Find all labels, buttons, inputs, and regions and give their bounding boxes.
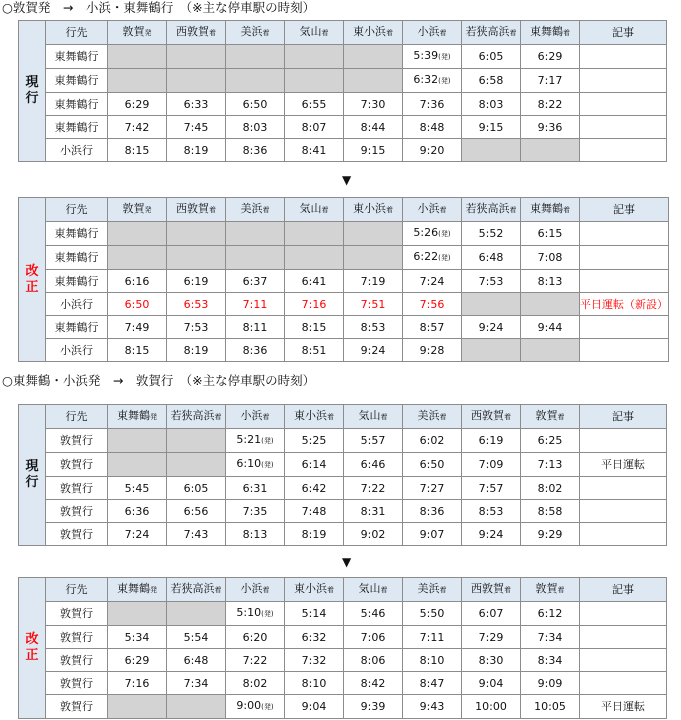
time-cell	[344, 246, 403, 270]
time-cell: 7:09	[462, 453, 521, 477]
time-cell: 8:15	[108, 339, 167, 362]
time-cell: 9:44	[521, 316, 580, 339]
time-cell: 8:34	[521, 649, 580, 672]
column-header: 東舞鶴着	[521, 198, 580, 222]
table-row	[19, 695, 667, 719]
table-row	[19, 339, 669, 362]
destination-cell: 敦賀行	[46, 429, 108, 453]
time-cell: 5:26(発)	[403, 222, 462, 246]
time-cell: 8:51	[285, 339, 344, 362]
column-header: 東小浜着	[285, 405, 344, 429]
memo-cell	[580, 93, 667, 116]
time-cell: 9:24	[344, 339, 403, 362]
table-header-row	[19, 21, 667, 45]
time-cell	[167, 429, 226, 453]
time-cell: 7:36	[403, 93, 462, 116]
time-cell: 6:05	[462, 45, 521, 69]
time-cell: 7:11	[226, 293, 285, 316]
time-cell: 7:08	[521, 246, 580, 270]
column-header: 若狭高浜着	[167, 578, 226, 602]
time-cell: 7:06	[344, 626, 403, 649]
time-cell: 5:21(発)	[226, 429, 285, 453]
time-cell: 9:29	[521, 523, 580, 546]
column-header: 気山着	[285, 21, 344, 45]
timetable-status-label: 改 正	[19, 198, 46, 362]
time-cell: 6:05	[167, 477, 226, 500]
column-header: 東小浜着	[285, 578, 344, 602]
column-header: 若狭高浜着	[167, 405, 226, 429]
column-header: 記事	[580, 578, 667, 602]
time-cell: 8:57	[403, 316, 462, 339]
time-cell	[108, 69, 167, 93]
destination-cell: 東舞鶴行	[46, 246, 108, 270]
time-cell: 9:04	[462, 672, 521, 695]
destination-cell: 敦賀行	[46, 523, 108, 546]
time-cell: 9:20	[403, 139, 462, 162]
time-cell	[462, 139, 521, 162]
time-cell: 9:15	[462, 116, 521, 139]
timetable	[18, 197, 669, 362]
table-header-row	[19, 198, 669, 222]
time-cell: 6:22(発)	[403, 246, 462, 270]
destination-cell: 敦賀行	[46, 453, 108, 477]
time-cell: 5:54	[167, 626, 226, 649]
time-cell	[344, 69, 403, 93]
column-header: 小浜着	[403, 21, 462, 45]
destination-cell: 敦賀行	[46, 672, 108, 695]
time-cell: 6:53	[167, 293, 226, 316]
time-cell: 6:56	[167, 500, 226, 523]
timetable	[18, 404, 667, 546]
time-cell	[167, 222, 226, 246]
table-row	[19, 69, 667, 93]
time-cell: 7:34	[521, 626, 580, 649]
memo-cell	[580, 477, 667, 500]
memo-cell: 平日運転	[580, 695, 667, 719]
time-cell: 8:10	[285, 672, 344, 695]
destination-cell: 東舞鶴行	[46, 270, 108, 293]
table-row	[19, 270, 669, 293]
time-cell: 8:47	[403, 672, 462, 695]
time-cell	[108, 45, 167, 69]
time-cell: 6:20	[226, 626, 285, 649]
time-cell: 9:24	[462, 316, 521, 339]
time-cell: 9:15	[344, 139, 403, 162]
time-cell: 6:16	[108, 270, 167, 293]
column-header: 敦賀着	[521, 578, 580, 602]
time-cell: 8:36	[403, 500, 462, 523]
time-cell: 6:46	[344, 453, 403, 477]
time-cell: 7:30	[344, 93, 403, 116]
destination-cell: 敦賀行	[46, 626, 108, 649]
column-header: 敦賀着	[521, 405, 580, 429]
time-cell: 9:07	[403, 523, 462, 546]
time-cell: 6:33	[167, 93, 226, 116]
time-cell: 6:29	[108, 649, 167, 672]
time-cell: 6:31	[226, 477, 285, 500]
column-header: 西敦賀着	[462, 578, 521, 602]
column-header: 小浜着	[226, 405, 285, 429]
column-header: 東舞鶴着	[521, 21, 580, 45]
table-row	[19, 316, 669, 339]
time-cell: 9:24	[462, 523, 521, 546]
time-cell: 9:43	[403, 695, 462, 719]
time-cell: 7:16	[108, 672, 167, 695]
time-cell	[108, 429, 167, 453]
table-row	[19, 116, 667, 139]
time-cell: 7:51	[344, 293, 403, 316]
memo-cell: 平日運転（新設）	[580, 293, 669, 316]
time-cell: 7:17	[521, 69, 580, 93]
time-cell: 6:32(発)	[403, 69, 462, 93]
time-cell: 8:19	[167, 339, 226, 362]
time-cell	[521, 139, 580, 162]
time-cell: 5:45	[108, 477, 167, 500]
time-cell: 7:53	[167, 316, 226, 339]
time-cell: 6:37	[226, 270, 285, 293]
time-cell: 6:50	[403, 453, 462, 477]
time-cell: 9:39	[344, 695, 403, 719]
table-row	[19, 626, 667, 649]
time-cell: 6:50	[108, 293, 167, 316]
time-cell: 8:48	[403, 116, 462, 139]
section-title-inbound: ○東舞鶴・小浜発 → 敦賀行 （※主な停車駅の時刻）	[2, 373, 316, 388]
time-cell	[167, 695, 226, 719]
time-cell: 6:14	[285, 453, 344, 477]
time-cell: 7:57	[462, 477, 521, 500]
time-cell: 8:31	[344, 500, 403, 523]
time-cell: 8:06	[344, 649, 403, 672]
timetable	[18, 20, 667, 162]
table-row	[19, 139, 667, 162]
column-header: 気山着	[344, 405, 403, 429]
destination-cell: 小浜行	[46, 293, 108, 316]
time-cell: 8:36	[226, 339, 285, 362]
time-cell: 8:42	[344, 672, 403, 695]
timetable	[18, 577, 667, 719]
time-cell	[285, 222, 344, 246]
column-header: 東舞鶴発	[108, 578, 167, 602]
time-cell: 6:48	[462, 246, 521, 270]
time-cell	[108, 453, 167, 477]
column-header: 若狭高浜着	[462, 21, 521, 45]
table-row	[19, 523, 667, 546]
time-cell: 7:43	[167, 523, 226, 546]
time-cell: 6:19	[462, 429, 521, 453]
table-row	[19, 293, 669, 316]
time-cell: 6:36	[108, 500, 167, 523]
table-row	[19, 477, 667, 500]
column-header: 記事	[580, 198, 669, 222]
time-cell: 5:14	[285, 602, 344, 626]
time-cell	[108, 602, 167, 626]
column-header: 記事	[580, 21, 667, 45]
table-row	[19, 222, 669, 246]
down-arrow-icon: ▼	[342, 555, 352, 569]
time-cell	[285, 246, 344, 270]
time-cell: 7:29	[462, 626, 521, 649]
time-cell: 7:22	[344, 477, 403, 500]
time-cell: 8:11	[226, 316, 285, 339]
column-header: 西敦賀着	[167, 198, 226, 222]
time-cell: 8:19	[167, 139, 226, 162]
table-row	[19, 453, 667, 477]
memo-cell	[580, 139, 667, 162]
column-header: 美浜着	[403, 578, 462, 602]
time-cell: 8:22	[521, 93, 580, 116]
time-cell: 8:03	[226, 116, 285, 139]
time-cell: 7:13	[521, 453, 580, 477]
time-cell	[167, 246, 226, 270]
table-row	[19, 649, 667, 672]
section-title-outbound: ○敦賀発 → 小浜・東舞鶴行 （※主な停車駅の時刻）	[2, 0, 316, 15]
time-cell	[521, 293, 580, 316]
column-header: 行先	[46, 405, 108, 429]
time-cell: 6:50	[226, 93, 285, 116]
time-cell: 6:41	[285, 270, 344, 293]
column-header: 若狭高浜着	[462, 198, 521, 222]
destination-cell: 東舞鶴行	[46, 45, 108, 69]
table-header-row	[19, 405, 667, 429]
time-cell	[108, 695, 167, 719]
time-cell: 5:52	[462, 222, 521, 246]
time-cell: 7:53	[462, 270, 521, 293]
time-cell: 7:45	[167, 116, 226, 139]
time-cell: 7:24	[403, 270, 462, 293]
time-cell: 7:16	[285, 293, 344, 316]
time-cell	[521, 339, 580, 362]
time-cell: 6:02	[403, 429, 462, 453]
column-header: 美浜着	[226, 198, 285, 222]
time-cell: 7:19	[344, 270, 403, 293]
table-row	[19, 93, 667, 116]
time-cell: 6:07	[462, 602, 521, 626]
memo-cell	[580, 69, 667, 93]
time-cell	[108, 222, 167, 246]
destination-cell: 敦賀行	[46, 500, 108, 523]
time-cell: 6:42	[285, 477, 344, 500]
destination-cell: 小浜行	[46, 139, 108, 162]
time-cell	[167, 602, 226, 626]
column-header: 東舞鶴発	[108, 405, 167, 429]
time-cell: 6:19	[167, 270, 226, 293]
destination-cell: 東舞鶴行	[46, 316, 108, 339]
down-arrow-icon: ▼	[342, 173, 352, 187]
column-header: 敦賀発	[108, 198, 167, 222]
destination-cell: 東舞鶴行	[46, 116, 108, 139]
time-cell: 7:27	[403, 477, 462, 500]
time-cell: 6:10(発)	[226, 453, 285, 477]
time-cell: 9:04	[285, 695, 344, 719]
memo-cell	[580, 222, 669, 246]
time-cell: 8:19	[285, 523, 344, 546]
time-cell: 8:58	[521, 500, 580, 523]
table-row	[19, 45, 667, 69]
column-header: 行先	[46, 198, 108, 222]
time-cell: 5:34	[108, 626, 167, 649]
time-cell: 9:36	[521, 116, 580, 139]
column-header: 美浜着	[226, 21, 285, 45]
time-cell: 9:02	[344, 523, 403, 546]
table-row	[19, 429, 667, 453]
time-cell	[226, 246, 285, 270]
time-cell: 10:00	[462, 695, 521, 719]
memo-cell: 平日運転	[580, 453, 667, 477]
time-cell: 7:24	[108, 523, 167, 546]
time-cell: 8:41	[285, 139, 344, 162]
time-cell	[462, 339, 521, 362]
table-row	[19, 246, 669, 270]
memo-cell	[580, 270, 669, 293]
time-cell	[344, 45, 403, 69]
memo-cell	[580, 45, 667, 69]
table-row	[19, 672, 667, 695]
time-cell	[226, 45, 285, 69]
time-cell: 7:35	[226, 500, 285, 523]
destination-cell: 敦賀行	[46, 649, 108, 672]
memo-cell	[580, 316, 669, 339]
time-cell: 7:49	[108, 316, 167, 339]
time-cell: 7:56	[403, 293, 462, 316]
time-cell: 6:29	[521, 45, 580, 69]
time-cell	[167, 45, 226, 69]
table-row	[19, 602, 667, 626]
time-cell: 8:44	[344, 116, 403, 139]
memo-cell	[580, 429, 667, 453]
time-cell: 5:25	[285, 429, 344, 453]
column-header: 美浜着	[403, 405, 462, 429]
time-cell: 7:34	[167, 672, 226, 695]
destination-cell: 東舞鶴行	[46, 69, 108, 93]
time-cell: 8:30	[462, 649, 521, 672]
column-header: 記事	[580, 405, 667, 429]
time-cell: 9:28	[403, 339, 462, 362]
memo-cell	[580, 246, 669, 270]
column-header: 敦賀発	[108, 21, 167, 45]
time-cell	[285, 45, 344, 69]
destination-cell: 東舞鶴行	[46, 93, 108, 116]
memo-cell	[580, 672, 667, 695]
time-cell: 7:32	[285, 649, 344, 672]
memo-cell	[580, 116, 667, 139]
time-cell	[108, 246, 167, 270]
memo-cell	[580, 523, 667, 546]
destination-cell: 敦賀行	[46, 477, 108, 500]
time-cell: 5:10(発)	[226, 602, 285, 626]
time-cell: 8:53	[344, 316, 403, 339]
column-header: 小浜着	[403, 198, 462, 222]
memo-cell	[580, 602, 667, 626]
time-cell: 8:13	[226, 523, 285, 546]
column-header: 行先	[46, 578, 108, 602]
time-cell	[462, 293, 521, 316]
memo-cell	[580, 649, 667, 672]
time-cell	[285, 69, 344, 93]
time-cell: 8:02	[226, 672, 285, 695]
time-cell: 6:55	[285, 93, 344, 116]
destination-cell: 東舞鶴行	[46, 222, 108, 246]
time-cell	[167, 69, 226, 93]
column-header: 東小浜着	[344, 21, 403, 45]
time-cell	[226, 222, 285, 246]
time-cell: 7:48	[285, 500, 344, 523]
time-cell: 6:15	[521, 222, 580, 246]
column-header: 気山着	[344, 578, 403, 602]
time-cell: 5:46	[344, 602, 403, 626]
destination-cell: 敦賀行	[46, 695, 108, 719]
time-cell: 7:22	[226, 649, 285, 672]
column-header: 西敦賀着	[167, 21, 226, 45]
time-cell: 8:10	[403, 649, 462, 672]
time-cell	[226, 69, 285, 93]
timetable-status-label: 現 行	[19, 21, 46, 162]
column-header: 気山着	[285, 198, 344, 222]
time-cell	[167, 453, 226, 477]
column-header: 西敦賀着	[462, 405, 521, 429]
time-cell: 8:13	[521, 270, 580, 293]
time-cell	[344, 222, 403, 246]
time-cell: 7:11	[403, 626, 462, 649]
time-cell: 6:29	[108, 93, 167, 116]
time-cell: 5:50	[403, 602, 462, 626]
time-cell: 8:15	[285, 316, 344, 339]
column-header: 東小浜着	[344, 198, 403, 222]
time-cell: 8:15	[108, 139, 167, 162]
timetable-status-label: 現 行	[19, 405, 46, 546]
time-cell: 8:03	[462, 93, 521, 116]
time-cell: 6:25	[521, 429, 580, 453]
timetable-status-label: 改 正	[19, 578, 46, 719]
time-cell: 8:36	[226, 139, 285, 162]
memo-cell	[580, 339, 669, 362]
destination-cell: 小浜行	[46, 339, 108, 362]
table-header-row	[19, 578, 667, 602]
time-cell: 5:57	[344, 429, 403, 453]
time-cell: 9:00(発)	[226, 695, 285, 719]
time-cell: 8:02	[521, 477, 580, 500]
memo-cell	[580, 500, 667, 523]
destination-cell: 敦賀行	[46, 602, 108, 626]
time-cell: 5:39(発)	[403, 45, 462, 69]
time-cell: 8:07	[285, 116, 344, 139]
time-cell: 6:48	[167, 649, 226, 672]
time-cell: 7:42	[108, 116, 167, 139]
time-cell: 6:58	[462, 69, 521, 93]
time-cell: 10:05	[521, 695, 580, 719]
time-cell: 6:12	[521, 602, 580, 626]
memo-cell	[580, 626, 667, 649]
time-cell: 8:53	[462, 500, 521, 523]
time-cell: 9:09	[521, 672, 580, 695]
time-cell: 6:32	[285, 626, 344, 649]
column-header: 小浜着	[226, 578, 285, 602]
table-row	[19, 500, 667, 523]
column-header: 行先	[46, 21, 108, 45]
